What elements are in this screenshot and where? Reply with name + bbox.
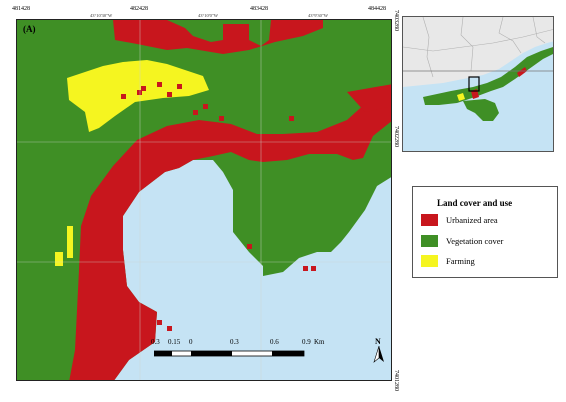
x-tick-0: 481428 <box>12 6 30 12</box>
y-tick-0: 7403280 <box>393 10 399 31</box>
urbanized-cell-3 <box>167 92 172 97</box>
urbanized-cell-16 <box>167 326 172 331</box>
legend-label-farming: Farming <box>446 256 475 266</box>
legend-item-vegetation <box>421 234 503 248</box>
y-tick-3: 7401280 <box>393 370 399 391</box>
scale-label-4: 0.6 <box>270 338 279 346</box>
urbanized-cell-12 <box>247 244 252 249</box>
legend-item-urbanized <box>421 213 498 227</box>
legend-label-urbanized: Urbanized area <box>446 215 498 225</box>
urbanized-cell-2 <box>157 82 162 87</box>
legend-swatch-urbanized <box>421 214 438 226</box>
scale-label-1: 0.15 <box>168 338 181 346</box>
legend-title: Land cover and use <box>437 198 513 208</box>
urbanized-cell-9 <box>277 150 282 155</box>
urbanized-cell-11 <box>357 132 362 137</box>
scale-bar <box>151 338 325 368</box>
scale-unit: Km <box>314 338 325 346</box>
inset-map-svg <box>403 17 554 152</box>
urbanized-cell-4 <box>177 84 182 89</box>
north-arrow-icon <box>372 346 386 364</box>
urbanized-cell-8 <box>219 116 224 121</box>
urbanized-cell-7 <box>203 104 208 109</box>
north-label: N <box>375 337 381 346</box>
legend-swatch-farming <box>421 255 438 267</box>
legend <box>412 186 558 278</box>
urbanized-cell-15 <box>157 320 162 325</box>
x-tick-1: 482428 <box>130 6 148 12</box>
x-tick-3: 483428 <box>250 6 268 12</box>
x-subtick-3: 43°9'30"W <box>308 13 328 18</box>
land-cover-map <box>16 19 392 381</box>
scale-label-2: 0 <box>189 338 193 346</box>
panel-label: (A) <box>23 24 36 34</box>
x-tick-4: 484428 <box>368 6 386 12</box>
scale-segments <box>154 348 314 360</box>
legend-label-vegetation: Vegetation cover <box>446 236 504 246</box>
y-tick-1: 7402280 <box>393 126 399 147</box>
urbanized-cell-10 <box>289 116 294 121</box>
x-subtick-1: 43°10'30"W <box>90 13 113 18</box>
scale-label-3: 0.3 <box>230 338 239 346</box>
urbanized-cell-13 <box>303 266 308 271</box>
urbanized-cell-6 <box>193 110 198 115</box>
north-arrow <box>372 338 386 362</box>
legend-swatch-vegetation <box>421 235 438 247</box>
x-subtick-2: 43°10'0"W <box>198 13 218 18</box>
scale-label-0: 0.3 <box>151 338 160 346</box>
location-inset-map <box>402 16 554 152</box>
farming-patch-2 <box>67 226 73 258</box>
land-cover-raster <box>17 20 392 381</box>
farming-patch-1 <box>55 252 63 266</box>
legend-item-farming <box>421 254 475 268</box>
urbanized-cell-5 <box>121 94 126 99</box>
scale-label-5: 0.9 <box>302 338 311 346</box>
urbanized-cell-14 <box>311 266 316 271</box>
urbanized-cell-1 <box>141 86 146 91</box>
